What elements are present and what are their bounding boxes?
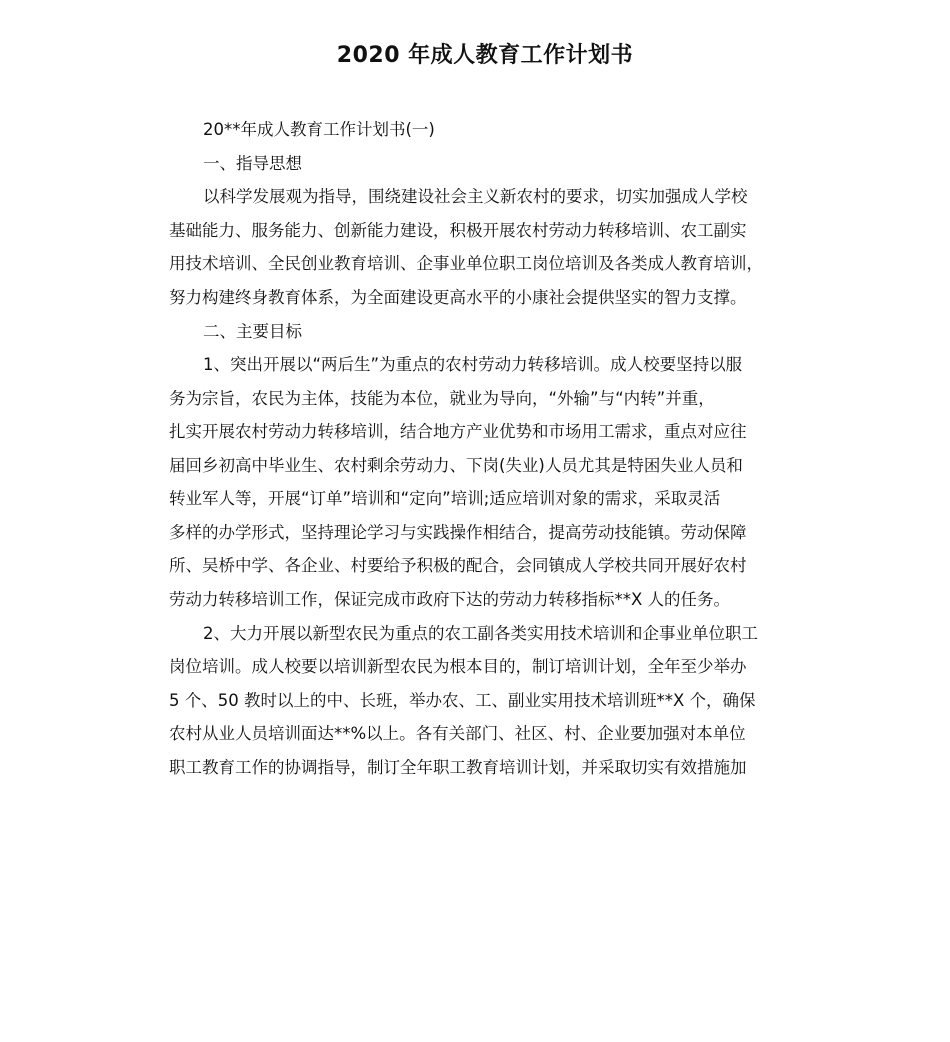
paragraph-line: 届回乡初高中毕业生、农村剩余劳动力、下岗(失业)人员尤其是特困失业人员和 xyxy=(169,456,743,475)
paragraph-line: 5 个、50 教时以上的中、长班，举办农、工、副业实用技术培训班**X 个，确保 xyxy=(169,691,756,710)
paragraph-line: 基础能力、服务能力、创新能力建设，积极开展农村劳动力转移培训、农工副实 xyxy=(169,221,747,240)
paragraph-line: 2、大力开展以新型农民为重点的农工副各类实用技术培训和企事业单位职工 xyxy=(203,624,758,643)
paragraph-line: 转业军人等，开展“订单”培训和“定向”培训;适应培训对象的需求，采取灵活 xyxy=(169,489,721,508)
paragraph-line: 农村从业人员培训面达**%以上。各有关部门、社区、村、企业要加强对本单位 xyxy=(169,724,746,743)
paragraph-line: 用技术培训、全民创业教育培训、企事业单位职工岗位培训及各类成人教育培训， xyxy=(169,254,763,273)
paragraph-line: 职工教育工作的协调指导，制订全年职工教育培训计划，并采取切实有效措施加 xyxy=(169,758,747,777)
paragraph-line: 扎实开展农村劳动力转移培训，结合地方产业优势和市场用工需求，重点对应往 xyxy=(169,422,747,441)
paragraph-line: 多样的办学形式，坚持理论学习与实践操作相结合，提高劳动技能镇。劳动保障 xyxy=(169,523,747,542)
document-title: 2020 年成人教育工作计划书 xyxy=(336,43,634,68)
subtitle-line: 20**年成人教育工作计划书(一) xyxy=(203,120,435,139)
section-heading: 二、主要目标 xyxy=(203,322,302,341)
paragraph-line: 努力构建终身教育体系，为全面建设更高水平的小康社会提供坚实的智力支撑。 xyxy=(169,288,747,307)
paragraph-line: 所、吴桥中学、各企业、村要给予积极的配合，会同镇成人学校共同开展好农村 xyxy=(169,556,747,575)
paragraph-line: 1、突出开展以“两后生”为重点的农村劳动力转移培训。成人校要坚持以服 xyxy=(203,355,743,374)
paragraph-line: 岗位培训。成人校要以培训新型农民为根本目的，制订培训计划，全年至少举办 xyxy=(169,657,747,676)
paragraph-line: 以科学发展观为指导，围绕建设社会主义新农村的要求，切实加强成人学校 xyxy=(203,187,748,206)
paragraph-line: 劳动力转移培训工作，保证完成市政府下达的劳动力转移指标**X 人的任务。 xyxy=(169,590,731,609)
paragraph-line: 务为宗旨，农民为主体，技能为本位，就业为导向，“外输”与“内转”并重， xyxy=(169,389,715,408)
section-heading: 一、指导思想 xyxy=(203,154,302,173)
